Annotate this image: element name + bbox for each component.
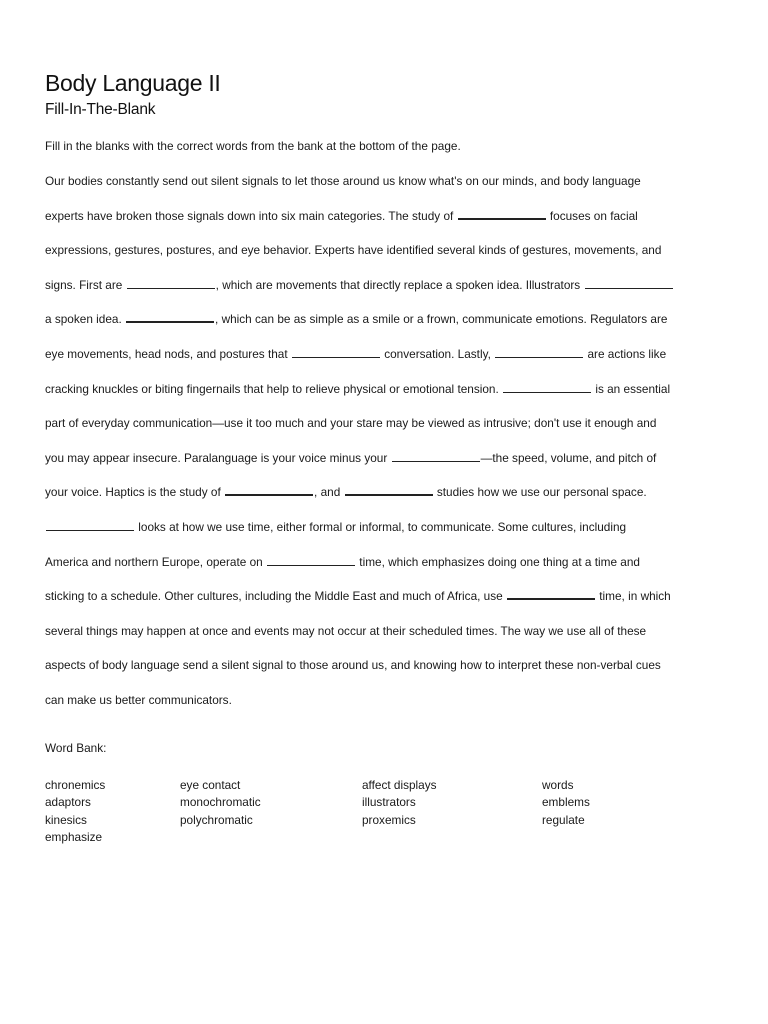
passage-text: aspects of body language send a silent signal to those around us, and knowing how to interpret these non-verbal cues bbox=[45, 658, 661, 673]
word-bank-item: proxemics bbox=[362, 812, 416, 827]
passage-line bbox=[45, 199, 725, 234]
passage-text: you may appear insecure. Paralanguage is your voice minus your bbox=[45, 450, 388, 465]
word-bank-column-3 bbox=[362, 777, 437, 829]
passage-text: sticking to a schedule. Other cultures, including the Middle East and much of Africa, use bbox=[45, 589, 503, 604]
passage-line bbox=[45, 268, 725, 303]
passage-text: focuses on facial bbox=[549, 208, 638, 223]
passage-text: cracking knuckles or biting fingernails that help to relieve physical or emotional tension. bbox=[45, 381, 499, 396]
blank-line bbox=[46, 529, 134, 531]
passage-text: signs. First are bbox=[45, 277, 123, 292]
blank-line bbox=[392, 460, 480, 462]
word-bank-column-4 bbox=[542, 777, 590, 829]
passage-text: , and bbox=[314, 485, 341, 500]
passage-text: conversation. Lastly, bbox=[384, 346, 491, 361]
blank-line bbox=[495, 356, 583, 358]
page-title: Body Language II bbox=[45, 70, 221, 96]
passage-text: studies how we use our personal space. bbox=[436, 485, 647, 500]
passage-text: several things may happen at once and events may not occur at their scheduled times. The way we use all of these bbox=[45, 623, 647, 638]
word-bank-item: affect displays bbox=[362, 778, 437, 792]
passage-line bbox=[45, 233, 725, 268]
blank-line bbox=[503, 391, 591, 393]
passage-line bbox=[45, 545, 725, 580]
passage-text: expressions, gestures, postures, and eye behavior. Experts have identified several kinds of gestures, movements, and bbox=[45, 243, 662, 258]
passage-text: your voice. Haptics is the study of bbox=[45, 485, 221, 500]
passage-text: America and northern Europe, operate on bbox=[45, 554, 263, 569]
blank-line bbox=[585, 287, 673, 289]
passage-line bbox=[45, 302, 725, 337]
blank-line bbox=[225, 493, 313, 496]
word-bank-item: polychromatic bbox=[180, 812, 253, 827]
passage-line bbox=[45, 475, 725, 510]
word-bank-column-1 bbox=[45, 777, 105, 847]
blank-line bbox=[126, 320, 214, 323]
blank-line bbox=[267, 564, 355, 566]
passage-text: time, which emphasizes doing one thing at a time and bbox=[359, 554, 640, 569]
passage-line bbox=[45, 406, 725, 441]
passage-line bbox=[45, 648, 725, 683]
passage-line bbox=[45, 614, 725, 649]
word-bank-item: eye contact bbox=[180, 778, 241, 792]
blank-line bbox=[458, 217, 546, 220]
passage-text: eye movements, head nods, and postures that bbox=[45, 346, 288, 361]
word-bank-item: monochromatic bbox=[180, 795, 261, 810]
blank-line bbox=[127, 287, 215, 289]
word-bank-label: Word Bank: bbox=[45, 741, 107, 755]
word-bank-item: words bbox=[542, 778, 574, 792]
word-bank-column-2 bbox=[180, 777, 261, 829]
passage-text: looks at how we use time, either formal or informal, to communicate. Some cultures, including bbox=[138, 519, 627, 534]
word-bank-item: emblems bbox=[542, 795, 590, 810]
instructions: Fill in the blanks with the correct words from the bank at the bottom of the page. bbox=[45, 139, 461, 153]
passage-text: time, in which bbox=[599, 589, 671, 604]
passage-text: experts have broken those signals down into six main categories. The study of bbox=[45, 208, 454, 223]
passage-line bbox=[45, 579, 725, 614]
word-bank-item: adaptors bbox=[45, 795, 91, 810]
passage-text: part of everyday communication—use it too much and your stare may be viewed as intrusive; don't use it enough and bbox=[45, 416, 657, 431]
page-subtitle: Fill-In-The-Blank bbox=[45, 101, 156, 118]
passage-line bbox=[45, 510, 725, 545]
passage-text: , which can be as simple as a smile or a frown, communicate emotions. Regulators are bbox=[215, 312, 668, 327]
passage-text: are actions like bbox=[587, 346, 667, 361]
word-bank-item: illustrators bbox=[362, 795, 416, 810]
passage-line bbox=[45, 372, 725, 407]
blank-line bbox=[292, 356, 380, 358]
blank-line bbox=[345, 493, 433, 496]
word-bank-item: kinesics bbox=[45, 812, 87, 827]
passage bbox=[45, 164, 725, 718]
blank-line bbox=[507, 597, 595, 600]
passage-text: —the speed, volume, and pitch of bbox=[480, 450, 657, 465]
word-bank-item: emphasize bbox=[45, 830, 103, 845]
passage-text: a spoken idea. bbox=[45, 312, 122, 327]
passage-text: Our bodies constantly send out silent signals to let those around us know what's on our minds, and body language bbox=[45, 174, 641, 188]
passage-line bbox=[45, 164, 725, 199]
word-bank-item: regulate bbox=[542, 812, 585, 827]
word-bank-item: chronemics bbox=[45, 778, 106, 792]
passage-text: can make us better communicators. bbox=[45, 692, 232, 707]
passage-text: , which are movements that directly replace a spoken idea. Illustrators bbox=[215, 277, 581, 292]
passage-line bbox=[45, 337, 725, 372]
passage-line bbox=[45, 683, 725, 718]
passage-text: is an essential bbox=[595, 381, 671, 396]
passage-line bbox=[45, 441, 725, 476]
